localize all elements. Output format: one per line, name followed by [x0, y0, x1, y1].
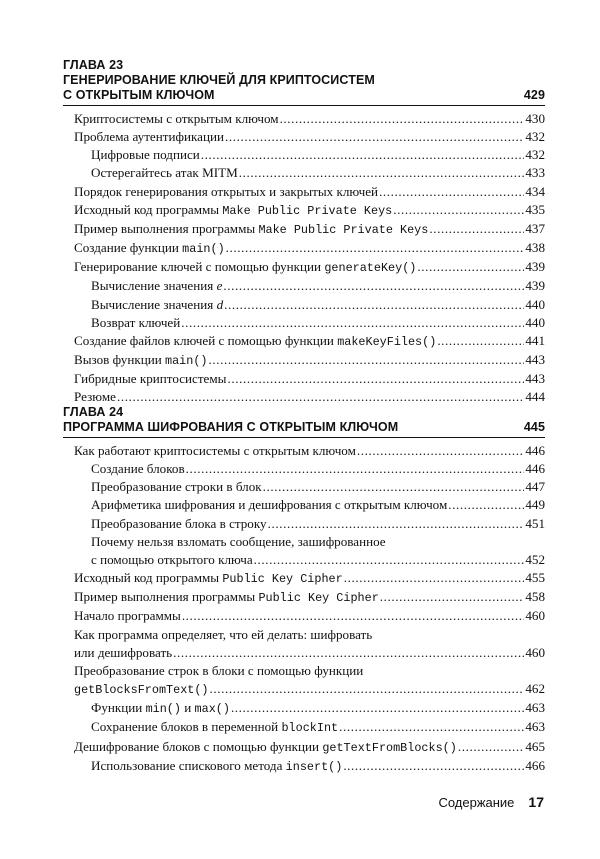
dot-leader	[208, 351, 524, 369]
chapter-divider	[63, 437, 545, 438]
toc-page-number: 455	[525, 570, 545, 586]
toc-entry[interactable]	[63, 146, 545, 164]
toc-entry[interactable]	[63, 201, 545, 220]
toc-entry-title	[74, 680, 209, 699]
toc-entry[interactable]	[63, 277, 545, 295]
entry-text: Использование спискового метода	[91, 757, 286, 773]
entry-code: generateKey()	[324, 261, 417, 276]
toc-entry[interactable]	[63, 314, 545, 332]
toc-entry-title	[91, 164, 238, 182]
entry-text: Возврат ключей	[91, 314, 181, 330]
toc-entry-title	[91, 515, 267, 533]
toc-entry[interactable]	[63, 110, 545, 128]
entry-variable: e	[216, 278, 223, 294]
toc-page-number: 460	[525, 644, 545, 660]
toc-page-number: 452	[525, 551, 545, 567]
toc-page-number: 432	[525, 147, 545, 163]
toc-entry-title	[91, 296, 223, 314]
toc-page-number: 432	[525, 129, 545, 145]
dot-leader	[393, 201, 524, 219]
toc-entry-title	[74, 351, 207, 370]
entry-text: Создание блоков	[91, 461, 185, 477]
entry-text: Дешифрование блоков с помощью функции	[74, 738, 323, 754]
dot-leader	[263, 478, 525, 496]
toc-entry-title	[91, 699, 230, 718]
toc-entry[interactable]	[63, 478, 545, 496]
toc-page-number: 446	[525, 461, 545, 477]
toc-page-number: 446	[525, 443, 545, 458]
dot-leader	[201, 146, 525, 164]
toc-page-number: 443	[525, 371, 545, 387]
entry-text: Резюме	[74, 389, 116, 405]
toc-entry[interactable]	[63, 662, 545, 699]
toc-entry-list	[63, 110, 545, 407]
toc-page-number: 460	[525, 608, 545, 624]
toc-entry-title	[91, 757, 342, 776]
entry-code: max()	[194, 702, 230, 717]
dot-leader	[227, 370, 524, 388]
toc-page-number: 444	[525, 389, 545, 405]
entry-text: Гибридные криптосистемы	[74, 371, 227, 387]
entry-text: Вызов функции	[74, 352, 165, 368]
toc-page-number: 440	[525, 296, 545, 312]
toc-entry-title	[74, 569, 343, 588]
toc-entry-title	[74, 183, 378, 201]
entry-code: min()	[145, 702, 181, 717]
dot-leader	[226, 239, 525, 257]
chapter-divider	[63, 105, 545, 106]
toc-entry[interactable]	[63, 515, 545, 533]
entry-variable: d	[216, 296, 224, 312]
entry-code: Public Key Cipher	[222, 572, 343, 587]
footer-section-name: Содержание	[438, 795, 515, 810]
entry-text: Арифметика шифрования и дешифрования с открытым ключом	[91, 497, 448, 513]
entry-code: getTextFromBlocks()	[322, 740, 457, 755]
toc-entry-title	[74, 201, 392, 220]
entry-text: Начало программы	[74, 608, 181, 624]
toc-page-number: 463	[525, 719, 545, 735]
entry-code: getBlocksFromText()	[74, 683, 209, 698]
entry-code: main()	[182, 242, 225, 257]
dot-leader	[339, 718, 524, 736]
toc-entry[interactable]	[63, 607, 545, 625]
dot-leader	[417, 258, 524, 276]
entry-text: Генерирование ключей с помощью функции	[74, 259, 325, 275]
entry-text: Как работают криптосистемы с открытым ключом	[74, 443, 356, 458]
entry-text: Исходный код программы	[74, 201, 223, 217]
toc-entry[interactable]	[63, 738, 545, 757]
chapter-label: ГЛАВА 23	[63, 58, 124, 72]
dot-leader	[458, 738, 525, 756]
toc-entry[interactable]	[63, 164, 545, 182]
toc-entry-title	[91, 460, 185, 478]
entry-text: и	[180, 700, 195, 716]
toc-entry-title	[74, 370, 226, 388]
toc-page-number: 439	[525, 278, 545, 294]
toc-entry[interactable]	[63, 533, 545, 569]
toc-entry-title	[74, 588, 379, 607]
entry-text: Преобразование блока в строку	[91, 515, 267, 531]
toc-page-number: 441	[525, 332, 545, 348]
entry-text: Преобразование строки в блок	[91, 479, 262, 495]
toc-entry[interactable]	[63, 296, 545, 314]
toc-entry-title	[91, 551, 253, 569]
dot-leader	[357, 442, 524, 460]
entry-code: main()	[165, 354, 208, 369]
toc-page-number: 465	[525, 738, 545, 754]
toc-entry-title	[74, 738, 457, 757]
toc-entry[interactable]	[63, 757, 545, 776]
toc-page-number: 466	[525, 757, 545, 773]
toc-entry-title	[91, 314, 180, 332]
dot-leader	[437, 332, 524, 350]
entry-text: Пример выполнения программы	[74, 589, 259, 605]
chapter-page-number: 429	[523, 88, 545, 102]
entry-text: Функции	[91, 700, 146, 716]
toc-entry[interactable]	[63, 239, 545, 258]
toc-entry[interactable]	[63, 718, 545, 737]
entry-text: Создание функции	[74, 240, 183, 256]
entry-code: Make Public Private Keys	[258, 222, 429, 237]
toc-entry[interactable]	[63, 220, 545, 239]
page-footer	[0, 794, 544, 810]
toc-page-number: 433	[525, 165, 545, 181]
toc-entry[interactable]	[63, 496, 545, 514]
entry-text: Криптосистемы с открытым ключом	[74, 111, 279, 126]
dot-leader	[429, 220, 524, 238]
toc-entry[interactable]	[63, 183, 545, 201]
entry-code: Make Public Private Keys	[222, 203, 393, 218]
toc-entry[interactable]	[63, 626, 545, 662]
toc-page-number: 449	[525, 497, 545, 513]
entry-code: blockInt	[281, 721, 339, 736]
toc-page-number: 447	[525, 479, 545, 495]
toc-entry-list	[63, 442, 545, 776]
chapter-label: ГЛАВА 24	[63, 405, 124, 419]
toc-entry-title-line: Почему нельзя взломать сообщение, зашифрованное	[91, 533, 386, 549]
toc-page-number: 458	[525, 589, 545, 605]
toc-entry-title	[91, 718, 338, 737]
toc-entry-title	[91, 496, 447, 514]
toc-page-number: 451	[525, 515, 545, 531]
toc-page-number: 443	[525, 352, 545, 368]
toc-entry[interactable]	[63, 128, 545, 146]
entry-text: Цифровые подписи	[91, 147, 200, 163]
toc-entry[interactable]	[63, 569, 545, 588]
dot-leader	[225, 128, 524, 146]
dot-leader	[210, 680, 525, 698]
toc-page-number: 434	[525, 183, 545, 199]
toc-entry-title	[74, 258, 416, 277]
dot-leader	[182, 607, 525, 625]
toc-entry[interactable]	[63, 460, 545, 478]
dot-leader	[254, 551, 525, 569]
dot-leader	[280, 110, 525, 128]
entry-text: Вычисление значения	[91, 296, 217, 312]
toc-page-number: 430	[525, 111, 545, 126]
toc-entry-title	[74, 607, 181, 625]
dot-leader	[117, 388, 524, 406]
toc-entry-title	[74, 442, 356, 460]
dot-leader	[186, 460, 525, 478]
toc-page-number: 437	[525, 220, 545, 236]
toc-page-number: 463	[525, 700, 545, 716]
dot-leader	[343, 757, 524, 775]
entry-text: Остерегайтесь атак MITM	[91, 165, 238, 181]
entry-text: Создание файлов ключей с помощью функции	[74, 332, 338, 348]
entry-text: Исходный код программы	[74, 570, 223, 586]
dot-leader	[173, 644, 524, 662]
dot-leader	[268, 515, 525, 533]
toc-entry-title	[74, 332, 436, 351]
dot-leader	[223, 277, 524, 295]
chapter-title: С ОТКРЫТЫМ КЛЮЧОМ	[63, 88, 215, 102]
toc-entry-title	[91, 146, 200, 164]
toc-page-number: 462	[525, 681, 545, 697]
chapter-23	[63, 58, 545, 407]
entry-text: Порядок генерирования открытых и закрытых ключей	[74, 183, 379, 199]
toc-entry[interactable]	[63, 442, 545, 460]
toc-entry-title	[91, 277, 222, 295]
toc-page-number: 438	[525, 240, 545, 256]
chapter-page-number: 445	[523, 420, 545, 434]
toc-entry[interactable]	[63, 588, 545, 607]
toc-entry-title	[74, 110, 279, 128]
entry-text: с помощью открытого ключа	[91, 551, 253, 567]
toc-entry-title	[74, 128, 224, 146]
dot-leader	[239, 164, 525, 182]
dot-leader	[181, 314, 524, 332]
toc-entry-title-line: Как программа определяет, что ей делать: шифровать	[74, 626, 373, 642]
toc-entry[interactable]	[63, 370, 545, 388]
toc-entry[interactable]	[63, 258, 545, 277]
dot-leader	[344, 569, 525, 587]
footer-page-number: 17	[528, 794, 544, 810]
toc-entry[interactable]	[63, 332, 545, 351]
dot-leader	[380, 588, 525, 606]
toc-entry[interactable]	[63, 699, 545, 718]
entry-code: Public Key Cipher	[258, 591, 379, 606]
dot-leader	[231, 699, 524, 717]
dot-leader	[448, 496, 524, 514]
entry-text: Проблема аутентификации	[74, 129, 224, 145]
dot-leader	[379, 183, 524, 201]
toc-entry[interactable]	[63, 388, 545, 406]
entry-text: Пример выполнения программы	[74, 220, 259, 236]
toc-page-number: 435	[525, 201, 545, 217]
toc-entry[interactable]	[63, 351, 545, 370]
chapter-title: ГЕНЕРИРОВАНИЕ КЛЮЧЕЙ ДЛЯ КРИПТОСИСТЕМ	[63, 73, 375, 87]
toc-page-number: 440	[525, 314, 545, 330]
entry-code: makeKeyFiles()	[337, 334, 437, 349]
toc-page-number: 439	[525, 259, 545, 275]
entry-text: или дешифровать	[74, 644, 173, 660]
toc-entry-title	[74, 644, 172, 662]
chapter-title: ПРОГРАММА ШИФРОВАНИЯ С ОТКРЫТЫМ КЛЮЧОМ	[63, 420, 399, 434]
toc-entry-title	[74, 388, 116, 406]
toc-entry-title	[91, 478, 262, 496]
dot-leader	[224, 296, 524, 314]
chapter-24	[63, 405, 545, 776]
entry-code: insert()	[285, 759, 343, 774]
entry-text: Вычисление значения	[91, 278, 217, 294]
toc-entry-title-line: Преобразование строк в блоки с помощью функции	[74, 662, 364, 678]
toc-entry-title	[74, 239, 225, 258]
toc-entry-title	[74, 220, 428, 239]
entry-text: Сохранение блоков в переменной	[91, 719, 282, 735]
